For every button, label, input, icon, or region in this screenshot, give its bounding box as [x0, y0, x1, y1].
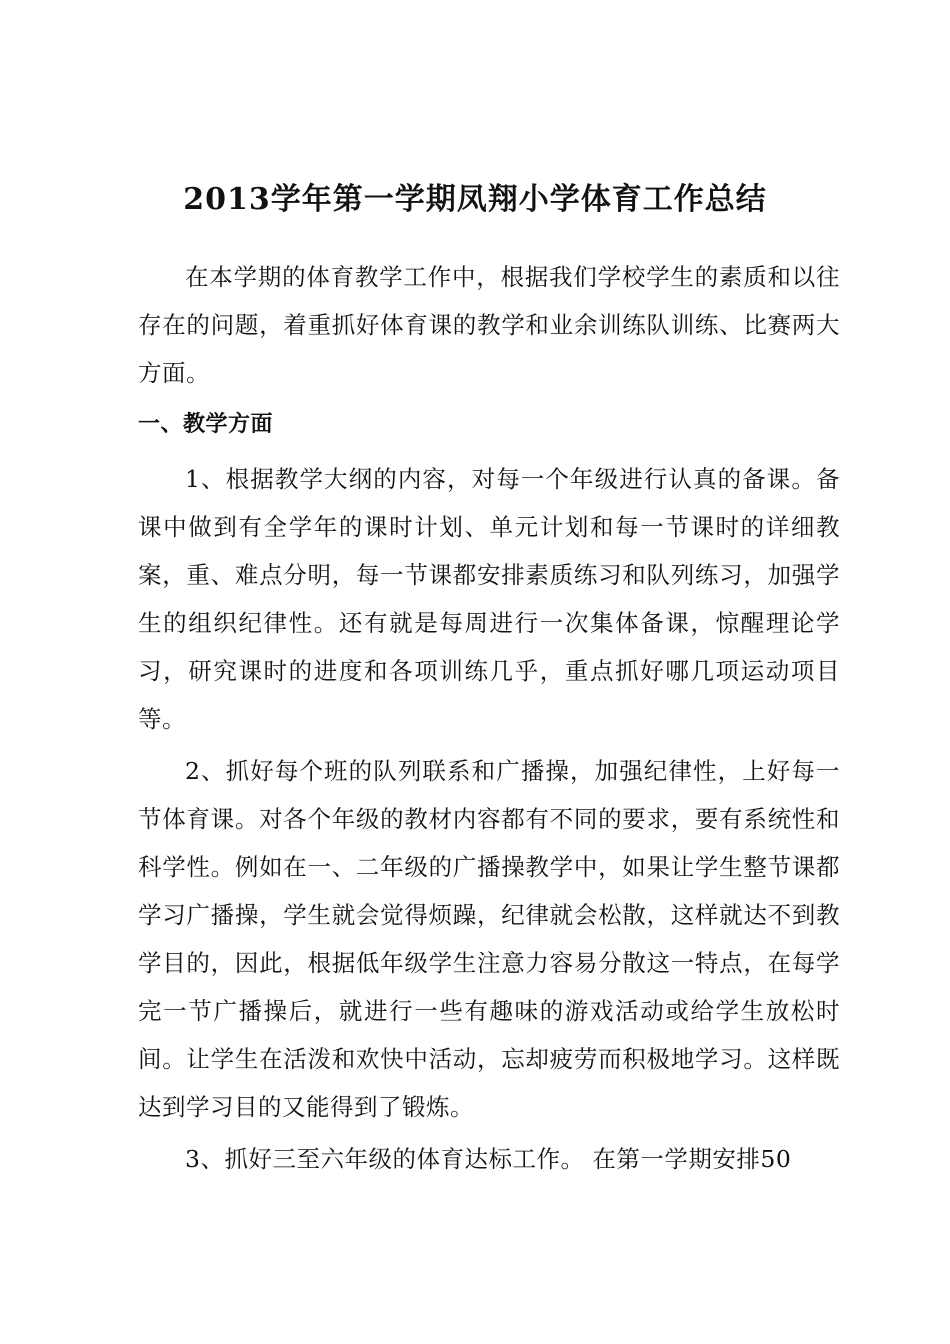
list-item: 3、抓好三至六年级的体育达标工作。 在第一学期安排50 — [185, 1145, 792, 1173]
section-heading-teaching: 一、教学方面 — [138, 412, 274, 437]
list-item: 1、根据教学大纲的内容，对每一个年级进行认真的备课。备课中做到有全学年的课时计划、单元计划和每一节课时的详细教案，重、难点分明，每一节课都安排素质练习和队列练习，加强学生的组织纪律性。还有就是每周进行一次集体备课，惊醒理论学习，研究课时的进度和各项训练几乎，重点抓好哪几项运动项目等。 — [138, 465, 840, 733]
document-body — [138, 253, 840, 1183]
document-title: 2013学年第一学期凤翔小学体育工作总结 — [183, 182, 767, 217]
intro-paragraph: 在本学期的体育教学工作中，根据我们学校学生的素质和以往存在的问题，着重抓好体育课的教学和业余训练队训练、比赛两大方面。 — [138, 263, 840, 387]
list-item: 2、抓好每个班的队列联系和广播操，加强纪律性，上好每一节体育课。对各个年级的教材内容都有不同的要求，要有系统性和科学性。例如在一、二年级的广播操教学中，如果让学生整节课都学习广播操，学生就会觉得烦躁，纪律就会松散，这样就达不到教学目的，因此，根据低年级学生注意力容易分散这一特点，在每学完一节广播操后，就进行一些有趣味的游戏活动或给学生放松时间。让学生在活泼和欢快中活动，忘却疲劳而积极地学习。这样既达到学习目的又能得到了锻炼。 — [138, 757, 840, 1121]
